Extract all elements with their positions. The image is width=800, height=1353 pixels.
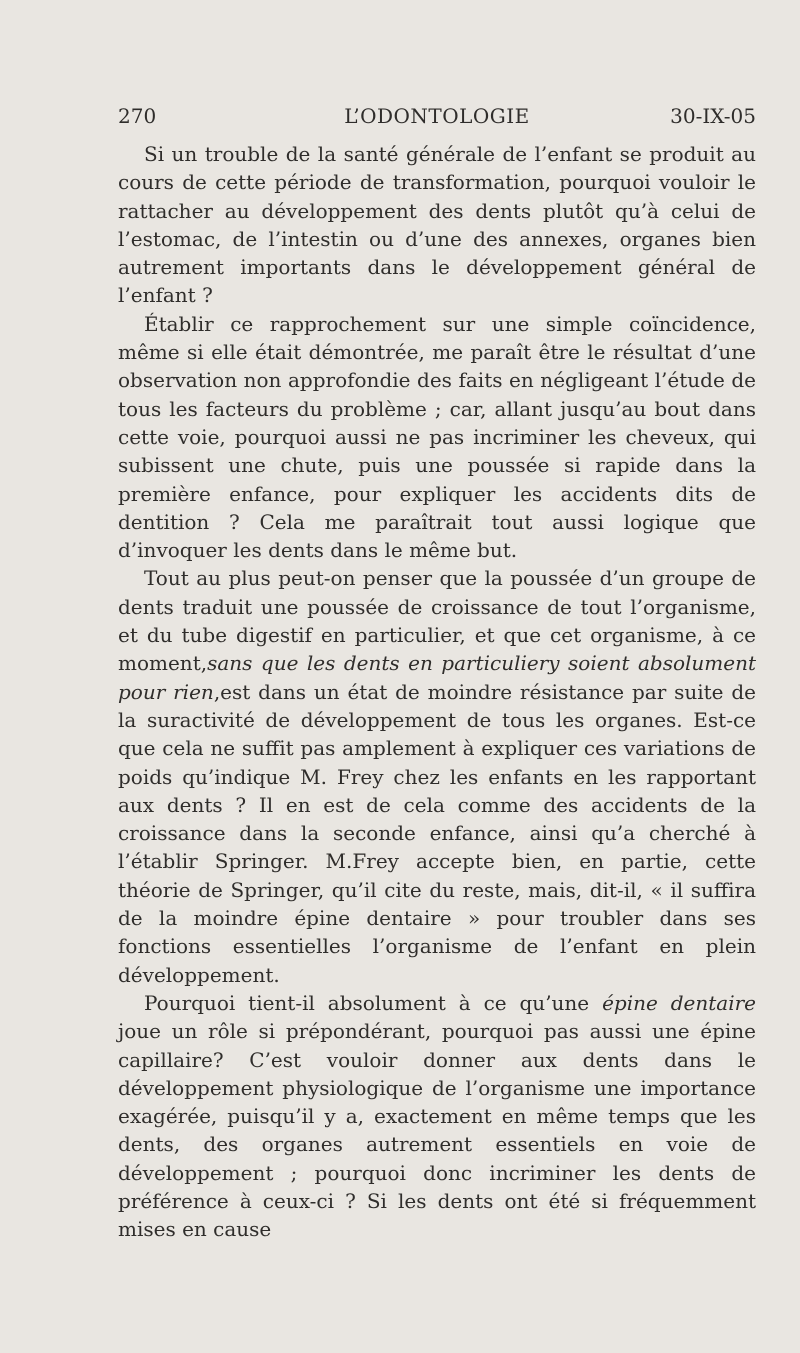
paragraph-3-italic: sans que les dents en particuliery soient absolument pour rien xyxy=(118,651,756,704)
paragraph-3-text-before: Tout au plus peut-on penser que la poussée d’un groupe de dents traduit une poussée de croissance de tout l’organisme, et du tube digestif en particulier, et que cet organisme, à ce moment, xyxy=(118,566,756,676)
running-title: L’ODONTOLOGIE xyxy=(344,104,530,128)
paragraph-1-text: Si un trouble de la santé générale de l’enfant se produit au cours de cette période de transformation, pourquoi vouloir le rattacher au développement des dents plutôt qu’à celui de l’estomac, de l’intestin ou d’une des annexes, organes bien autrement importants dans le développement général de l’enfant ? xyxy=(118,142,756,308)
paragraph-3 xyxy=(118,564,756,988)
paragraph-4 xyxy=(118,989,756,1244)
page-number: 270 xyxy=(118,104,157,128)
paragraph-2 xyxy=(118,310,756,565)
paragraph-1 xyxy=(118,140,756,310)
paragraph-4-text-before: Pourquoi tient-il absolument à ce qu’une xyxy=(144,990,603,1015)
paragraph-3-text-after: ,est dans un état de moindre résistance par suite de la suractivité de développement de tous les organes. Est-ce que cela ne suffit pas amplement à expliquer ces variations de poids qu’indique M. Frey chez les enfants en les rapportant aux dents ? Il en est de cela comme des accidents de la croissance dans la seconde enfance, ainsi qu’a cherché à l’établir Springer. M.Frey accepte bien, en partie, cette théorie de Springer, qu’il cite du reste, mais, dit-il, « il suffira de la moindre épine dentaire » pour troubler dans ses fonctions essentielles l’organisme de l’enfant en plein développement. xyxy=(118,679,756,987)
paragraph-2-text: Établir ce rapprochement sur une simple coïncidence, même si elle était démontrée, me paraît être le résultat d’une observation non approfondie des faits en négligeant l’étude de tous les facteurs du problème ; car, allant jusqu’au bout dans cette voie, pourquoi aussi ne pas incriminer les cheveux, qui subissent une chute, puis une poussée si rapide dans la première enfance, pour expliquer les accidents dits de dentition ? Cela me paraîtrait tout aussi logique que d’invoquer les dents dans le même but. xyxy=(118,311,756,563)
issue-date: 30-IX-05 xyxy=(670,104,756,128)
paragraph-4-italic: épine dentaire xyxy=(602,990,756,1015)
body-text xyxy=(118,140,756,1244)
paragraph-4-text-after: joue un rôle si prépondérant, pourquoi pas aussi une épine capillaire? C’est vouloir donner aux dents dans le développement physiologique de l’organisme une importance exagérée, puisqu’il y a, exactement en même temps que les dents, des organes autrement essentiels en voie de développement ; pourquoi donc incriminer les dents de préférence à ceux-ci ? Si les dents ont été si fréquemment mises en cause xyxy=(118,1019,756,1242)
running-header xyxy=(118,104,756,134)
